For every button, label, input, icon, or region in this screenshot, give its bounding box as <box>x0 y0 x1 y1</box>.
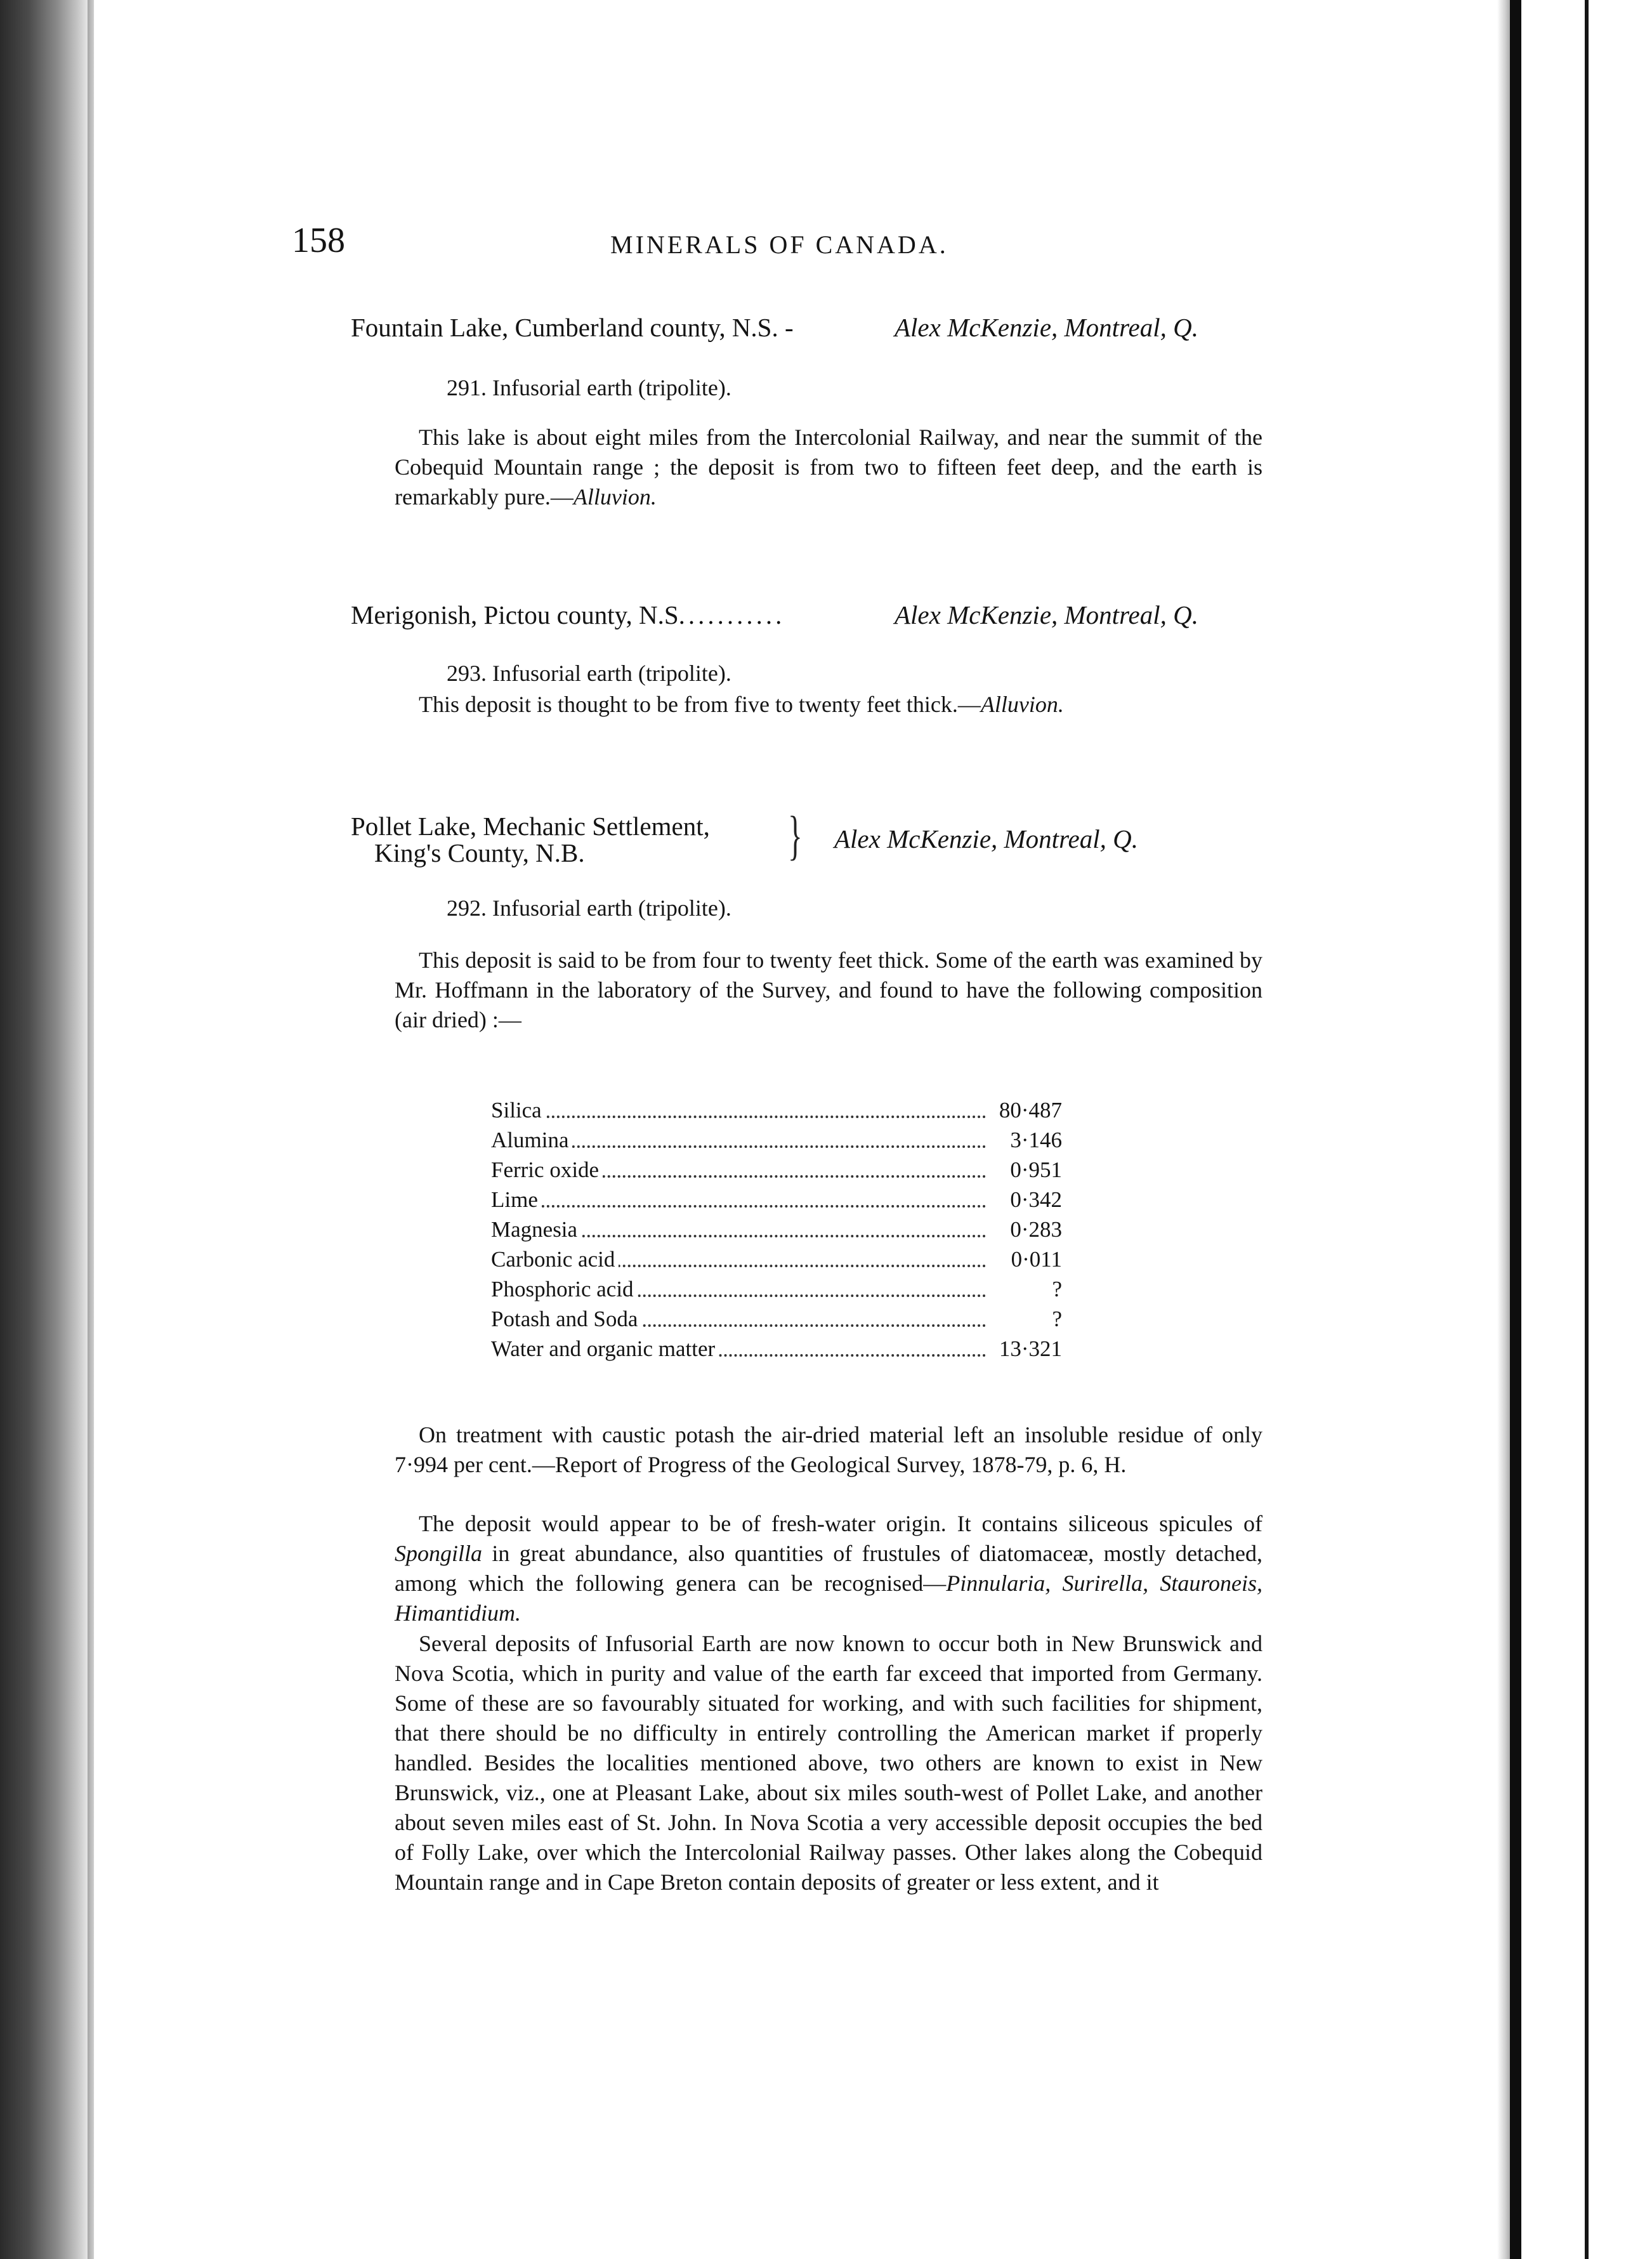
component-value: 80·487 <box>995 1098 1062 1123</box>
dot-leader <box>491 1116 986 1118</box>
entry-source: Alex McKenzie, Montreal, Q. <box>895 313 1198 342</box>
entry-locality <box>351 600 785 630</box>
entry-locality-line2: King's County, N.B. <box>374 838 585 867</box>
component-value: 0·951 <box>1006 1157 1062 1183</box>
book-spine-shadow <box>0 0 95 2259</box>
entry-description: This deposit is said to be from four to twenty feet thick. Some of the earth was examined by Mr. Hoffmann in the laboratory of the Survey, and found to have the following composition (air dried) :— <box>395 947 1262 1032</box>
component-value: ? <box>1048 1277 1062 1302</box>
component-name: Carbonic acid <box>491 1247 619 1272</box>
table-row <box>491 1247 1062 1277</box>
component-value: 3·146 <box>1006 1128 1062 1153</box>
analysis-paragraph: On treatment with caustic potash the air-dried material left an insoluble residue of only 7·994 per cent.—Report of Progress of the Geological Survey, 1878-79, p. 6, H. <box>395 1422 1262 1477</box>
specimen-label: 292. Infusorial earth (tripolite). <box>447 895 731 921</box>
table-row <box>491 1157 1062 1187</box>
entry-source: Alex McKenzie, Montreal, Q. <box>834 824 1138 853</box>
running-title: MINERALS OF CANADA. <box>610 230 948 259</box>
table-row <box>491 1187 1062 1217</box>
facing-page-rule <box>1585 0 1589 2259</box>
entry-description <box>395 423 1262 512</box>
entry-locality <box>351 312 794 343</box>
description-formation: Alluvion. <box>573 484 657 510</box>
component-name: Magnesia <box>491 1217 581 1242</box>
component-value: 13·321 <box>995 1336 1062 1362</box>
deposits-paragraph: Several deposits of Infusorial Earth are now known to occur both in New Brunswick and Nova Scotia, which in purity and value of the earth far exceed that imported from Germany. Some of these are so favourably situated for working, and with such facilities for shipment, that there should be no difficulty in entirely controlling the American market if properly handled. Besides the localities mentioned above, two others are known to exist in New Brunswick, viz., one at Pleasant Lake, about six miles south-west of Pollet Lake, and another about seven miles east of St. John. In Nova Scotia a very accessible deposit occupies the bed of Folly Lake, over which the Intercolonial Railway passes. Other lakes along the Cobequid Mountain range and in Cape Breton contain deposits of greater or less extent, and it <box>395 1631 1262 1895</box>
entry-description <box>395 690 1262 720</box>
spine-edge <box>88 0 94 2259</box>
description-text: This lake is about eight miles from the Intercolonial Railway, and near the summit of the Cobequid Mountain range ; the deposit is from two to fifteen feet deep, and the earth is remarkably pure.— <box>395 425 1262 510</box>
origin-paragraph <box>395 1509 1262 1628</box>
origin-text-a: The deposit would appear to be of fresh-water origin. It contains siliceous spicules of <box>419 1511 1262 1536</box>
component-name: Lime <box>491 1187 542 1213</box>
table-row <box>491 1217 1062 1247</box>
component-name: Phosphoric acid <box>491 1277 638 1302</box>
table-row <box>491 1128 1062 1157</box>
locality-text: Merigonish, Pictou county, N.S <box>351 600 679 629</box>
composition-table <box>491 1098 1062 1366</box>
page-right-border <box>1510 0 1521 2259</box>
page-number: 158 <box>292 221 345 260</box>
genus-spongilla: Spongilla <box>395 1541 483 1566</box>
component-value: 0·011 <box>1007 1247 1062 1272</box>
description-text: This deposit is thought to be from five to twenty feet thick.— <box>419 692 981 717</box>
dot-leader <box>491 1205 986 1208</box>
specimen-label: 291. Infusorial earth (tripolite). <box>447 375 731 400</box>
component-value: 0·342 <box>1006 1187 1062 1213</box>
locality-text: Fountain Lake, Cumberland county, N.S. <box>351 313 778 342</box>
specimen-label: 293. Infusorial earth (tripolite). <box>447 661 731 686</box>
table-row <box>491 1098 1062 1128</box>
origin-text-b: in great abundance, also quantities of frustules of diatomaceæ, mostly detached, among which the following genera can be recognised— <box>395 1541 1262 1596</box>
entry-source: Alex McKenzie, Montreal, Q. <box>895 600 1198 629</box>
description-formation: Alluvion. <box>980 692 1064 717</box>
component-name: Ferric oxide <box>491 1157 603 1183</box>
component-name: Silica <box>491 1098 546 1123</box>
component-name: Potash and Soda <box>491 1307 641 1332</box>
entry-locality-line1: Pollet Lake, Mechanic Settlement, <box>351 812 710 841</box>
component-name: Alumina <box>491 1128 572 1153</box>
table-row <box>491 1277 1062 1307</box>
component-name: Water and organic matter <box>491 1336 719 1362</box>
table-row <box>491 1336 1062 1366</box>
leader: - <box>778 313 794 342</box>
table-row <box>491 1307 1062 1336</box>
brace-icon: } <box>788 805 803 866</box>
genera-list: Pinnularia, Surirella, Stauroneis, Himantidium. <box>395 1571 1263 1626</box>
leader: ........... <box>678 600 785 629</box>
component-value: 0·283 <box>1006 1217 1062 1242</box>
component-value: ? <box>1048 1307 1062 1332</box>
